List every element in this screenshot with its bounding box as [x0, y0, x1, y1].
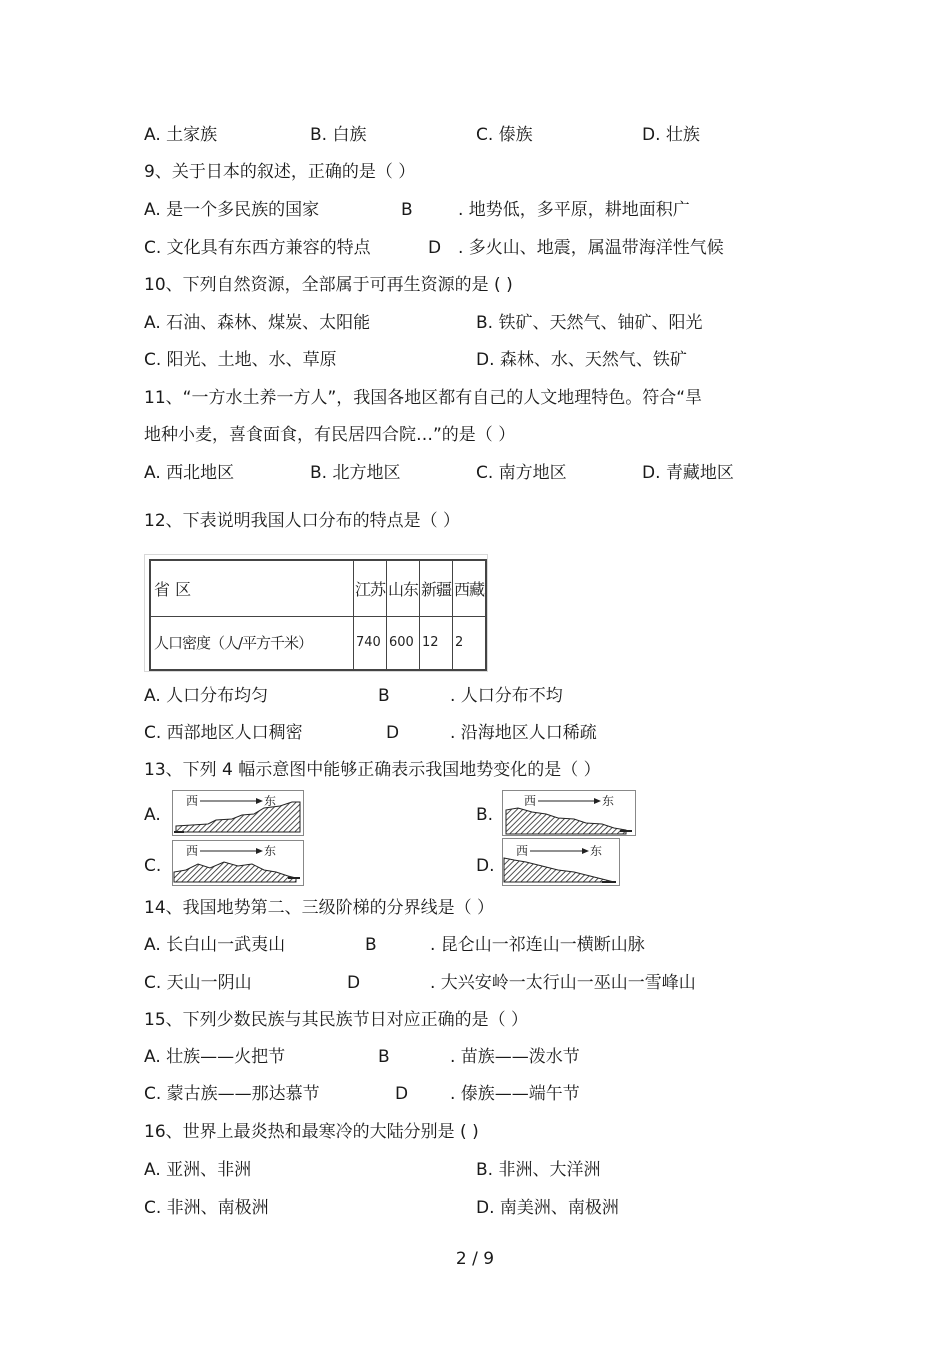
q9-option-c: C. 文化具有东西方兼容的特点 — [144, 238, 371, 258]
q12-option-a: A. 人口分布均匀 — [144, 686, 269, 706]
diagram-d-west: 西 — [516, 844, 529, 858]
q12-option-b-letter: B — [378, 686, 390, 706]
diagram-a-west: 西 — [186, 794, 199, 808]
q12-option-b: . 人口分布不均 — [450, 686, 563, 706]
q11-stem-line1: 11、“一方水土养一方人”，我国各地区都有自己的人文地理特色。符合“旱 — [144, 388, 703, 408]
table-province-xinjiang: 新疆 — [419, 560, 452, 616]
q9-option-d: . 多火山、地震，属温带海洋性气候 — [458, 238, 724, 258]
page-number: 2 / 9 — [455, 1249, 495, 1269]
q16-option-c: C. 非洲、南极洲 — [144, 1198, 269, 1218]
q16-option-b: B. 非洲、大洋洲 — [476, 1160, 601, 1180]
q13-option-d-label: D. — [476, 856, 495, 876]
q15-option-a: A. 壮族——火把节 — [144, 1047, 286, 1067]
diagram-d-east: 东 — [590, 844, 603, 858]
q12-stem: 12、下表说明我国人口分布的特点是（ ） — [144, 511, 461, 531]
table-province-shandong: 山东 — [386, 560, 419, 616]
q11-option-d: D. 青藏地区 — [642, 463, 734, 483]
q14-option-b: . 昆仑山一祁连山一横断山脉 — [430, 935, 645, 955]
q14-option-c: C. 天山一阴山 — [144, 973, 252, 993]
q15-stem: 15、下列少数民族与其民族节日对应正确的是（ ） — [144, 1010, 529, 1030]
q9-option-b: . 地势低，多平原，耕地面积广 — [458, 200, 690, 220]
terrain-diagram-d — [502, 838, 620, 886]
q10-option-d: D. 森林、水、天然气、铁矿 — [476, 350, 687, 370]
q10-option-c: C. 阳光、土地、水、草原 — [144, 350, 337, 370]
q14-option-d-letter: D — [347, 973, 361, 993]
q15-option-c: C. 蒙古族——那达慕节 — [144, 1084, 320, 1104]
q9-option-b-letter: B — [401, 200, 413, 220]
diagram-c-east: 东 — [264, 844, 277, 858]
q15-option-d: . 傣族——端午节 — [450, 1084, 580, 1104]
diagram-b-west: 西 — [524, 794, 537, 808]
table-header-province: 省 区 — [150, 560, 353, 616]
q12-option-c: C. 西部地区人口稠密 — [144, 723, 303, 743]
terrain-diagram-a — [172, 790, 304, 836]
terrain-diagram-b — [502, 790, 636, 836]
q9-stem: 9、关于日本的叙述，正确的是（ ） — [144, 162, 416, 182]
q15-option-b: . 苗族——泼水节 — [450, 1047, 580, 1067]
q8-option-a: A. 土家族 — [144, 125, 218, 145]
table-province-jiangsu: 江苏 — [353, 560, 386, 616]
q11-option-c: C. 南方地区 — [476, 463, 567, 483]
q16-option-d: D. 南美洲、南极洲 — [476, 1198, 619, 1218]
q12-option-d-letter: D — [386, 723, 400, 743]
terrain-diagram-c — [172, 840, 304, 886]
q16-stem: 16、世界上最炎热和最寒冷的大陆分别是 ( ) — [144, 1122, 479, 1142]
q14-option-a: A. 长白山一武夷山 — [144, 935, 286, 955]
q14-option-d: . 大兴安岭一太行山一巫山一雪峰山 — [430, 973, 696, 993]
q16-option-a: A. 亚洲、非洲 — [144, 1160, 252, 1180]
table-density-jiangsu: 740 — [353, 616, 386, 670]
q15-option-d-letter: D — [395, 1084, 409, 1104]
table-density-xinjiang: 12 — [419, 616, 452, 670]
table-density-shandong: 600 — [386, 616, 419, 670]
q9-option-d-letter: D — [428, 238, 442, 258]
diagram-a-east: 东 — [264, 794, 277, 808]
diagram-c-west: 西 — [186, 844, 199, 858]
q11-option-a: A. 西北地区 — [144, 463, 235, 483]
q14-stem: 14、我国地势第二、三级阶梯的分界线是（ ） — [144, 898, 495, 918]
q10-stem: 10、下列自然资源，全部属于可再生资源的是 ( ) — [144, 275, 513, 295]
q12-option-d: . 沿海地区人口稀疏 — [450, 723, 597, 743]
table-province-xizang: 西藏 — [452, 560, 486, 616]
q9-option-a: A. 是一个多民族的国家 — [144, 200, 320, 220]
q8-option-c: C. 傣族 — [476, 125, 533, 145]
q13-option-b-label: B. — [476, 805, 494, 825]
q11-option-b: B. 北方地区 — [310, 463, 401, 483]
population-density-table — [144, 554, 488, 672]
q10-option-b: B. 铁矿、天然气、铀矿、阳光 — [476, 313, 703, 333]
diagram-b-east: 东 — [602, 794, 615, 808]
q8-option-d: D. 壮族 — [642, 125, 700, 145]
q10-option-a: A. 石油、森林、煤炭、太阳能 — [144, 313, 371, 333]
q13-option-a-label: A. — [144, 805, 161, 825]
q15-option-b-letter: B — [378, 1047, 390, 1067]
table-density-xizang: 2 — [452, 616, 486, 670]
table-header-density: 人口密度（人/平方千米） — [150, 616, 353, 670]
q11-stem-line2: 地种小麦，喜食面食，有民居四合院…”的是（ ） — [144, 425, 516, 445]
q14-option-b-letter: B — [365, 935, 377, 955]
q8-option-b: B. 白族 — [310, 125, 367, 145]
q13-option-c-label: C. — [144, 856, 162, 876]
q13-stem: 13、下列 4 幅示意图中能够正确表示我国地势变化的是（ ） — [144, 760, 601, 780]
